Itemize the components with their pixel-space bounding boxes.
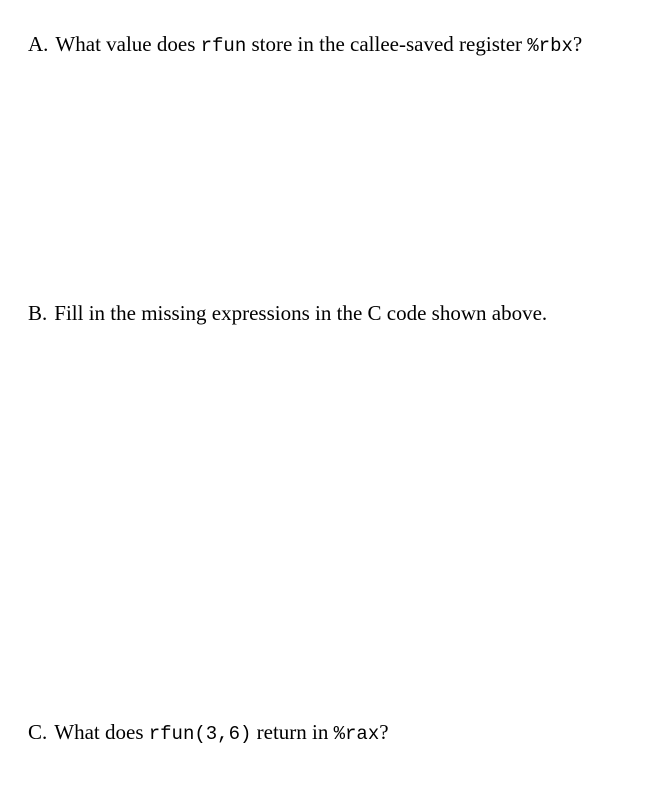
question-c-label: C.: [28, 720, 48, 744]
question-b: [28, 300, 547, 326]
answer-space-a: [28, 70, 638, 290]
question-a-text-1: What value does: [55, 32, 201, 56]
question-c-text-1: What does: [54, 720, 149, 744]
question-c: [28, 719, 389, 747]
question-c-code-register: %rax: [333, 723, 380, 745]
question-a: [28, 31, 582, 59]
question-a-text-2: store in the callee-saved register: [246, 32, 528, 56]
question-a-text-3: ?: [572, 32, 583, 56]
question-b-label: B.: [28, 301, 48, 325]
question-a-code-register: %rbx: [527, 35, 573, 57]
question-b-text-1: Fill in the missing expressions in the C code shown above.: [54, 301, 548, 325]
answer-space-b: [28, 340, 638, 710]
question-c-code-call: rfun(3,6): [148, 723, 252, 745]
answer-space-c: [28, 760, 638, 800]
question-c-text-3: ?: [379, 720, 389, 744]
question-a-label: A.: [28, 32, 49, 56]
question-a-code-rfun: rfun: [200, 35, 247, 57]
question-c-text-2: return in: [251, 720, 334, 744]
